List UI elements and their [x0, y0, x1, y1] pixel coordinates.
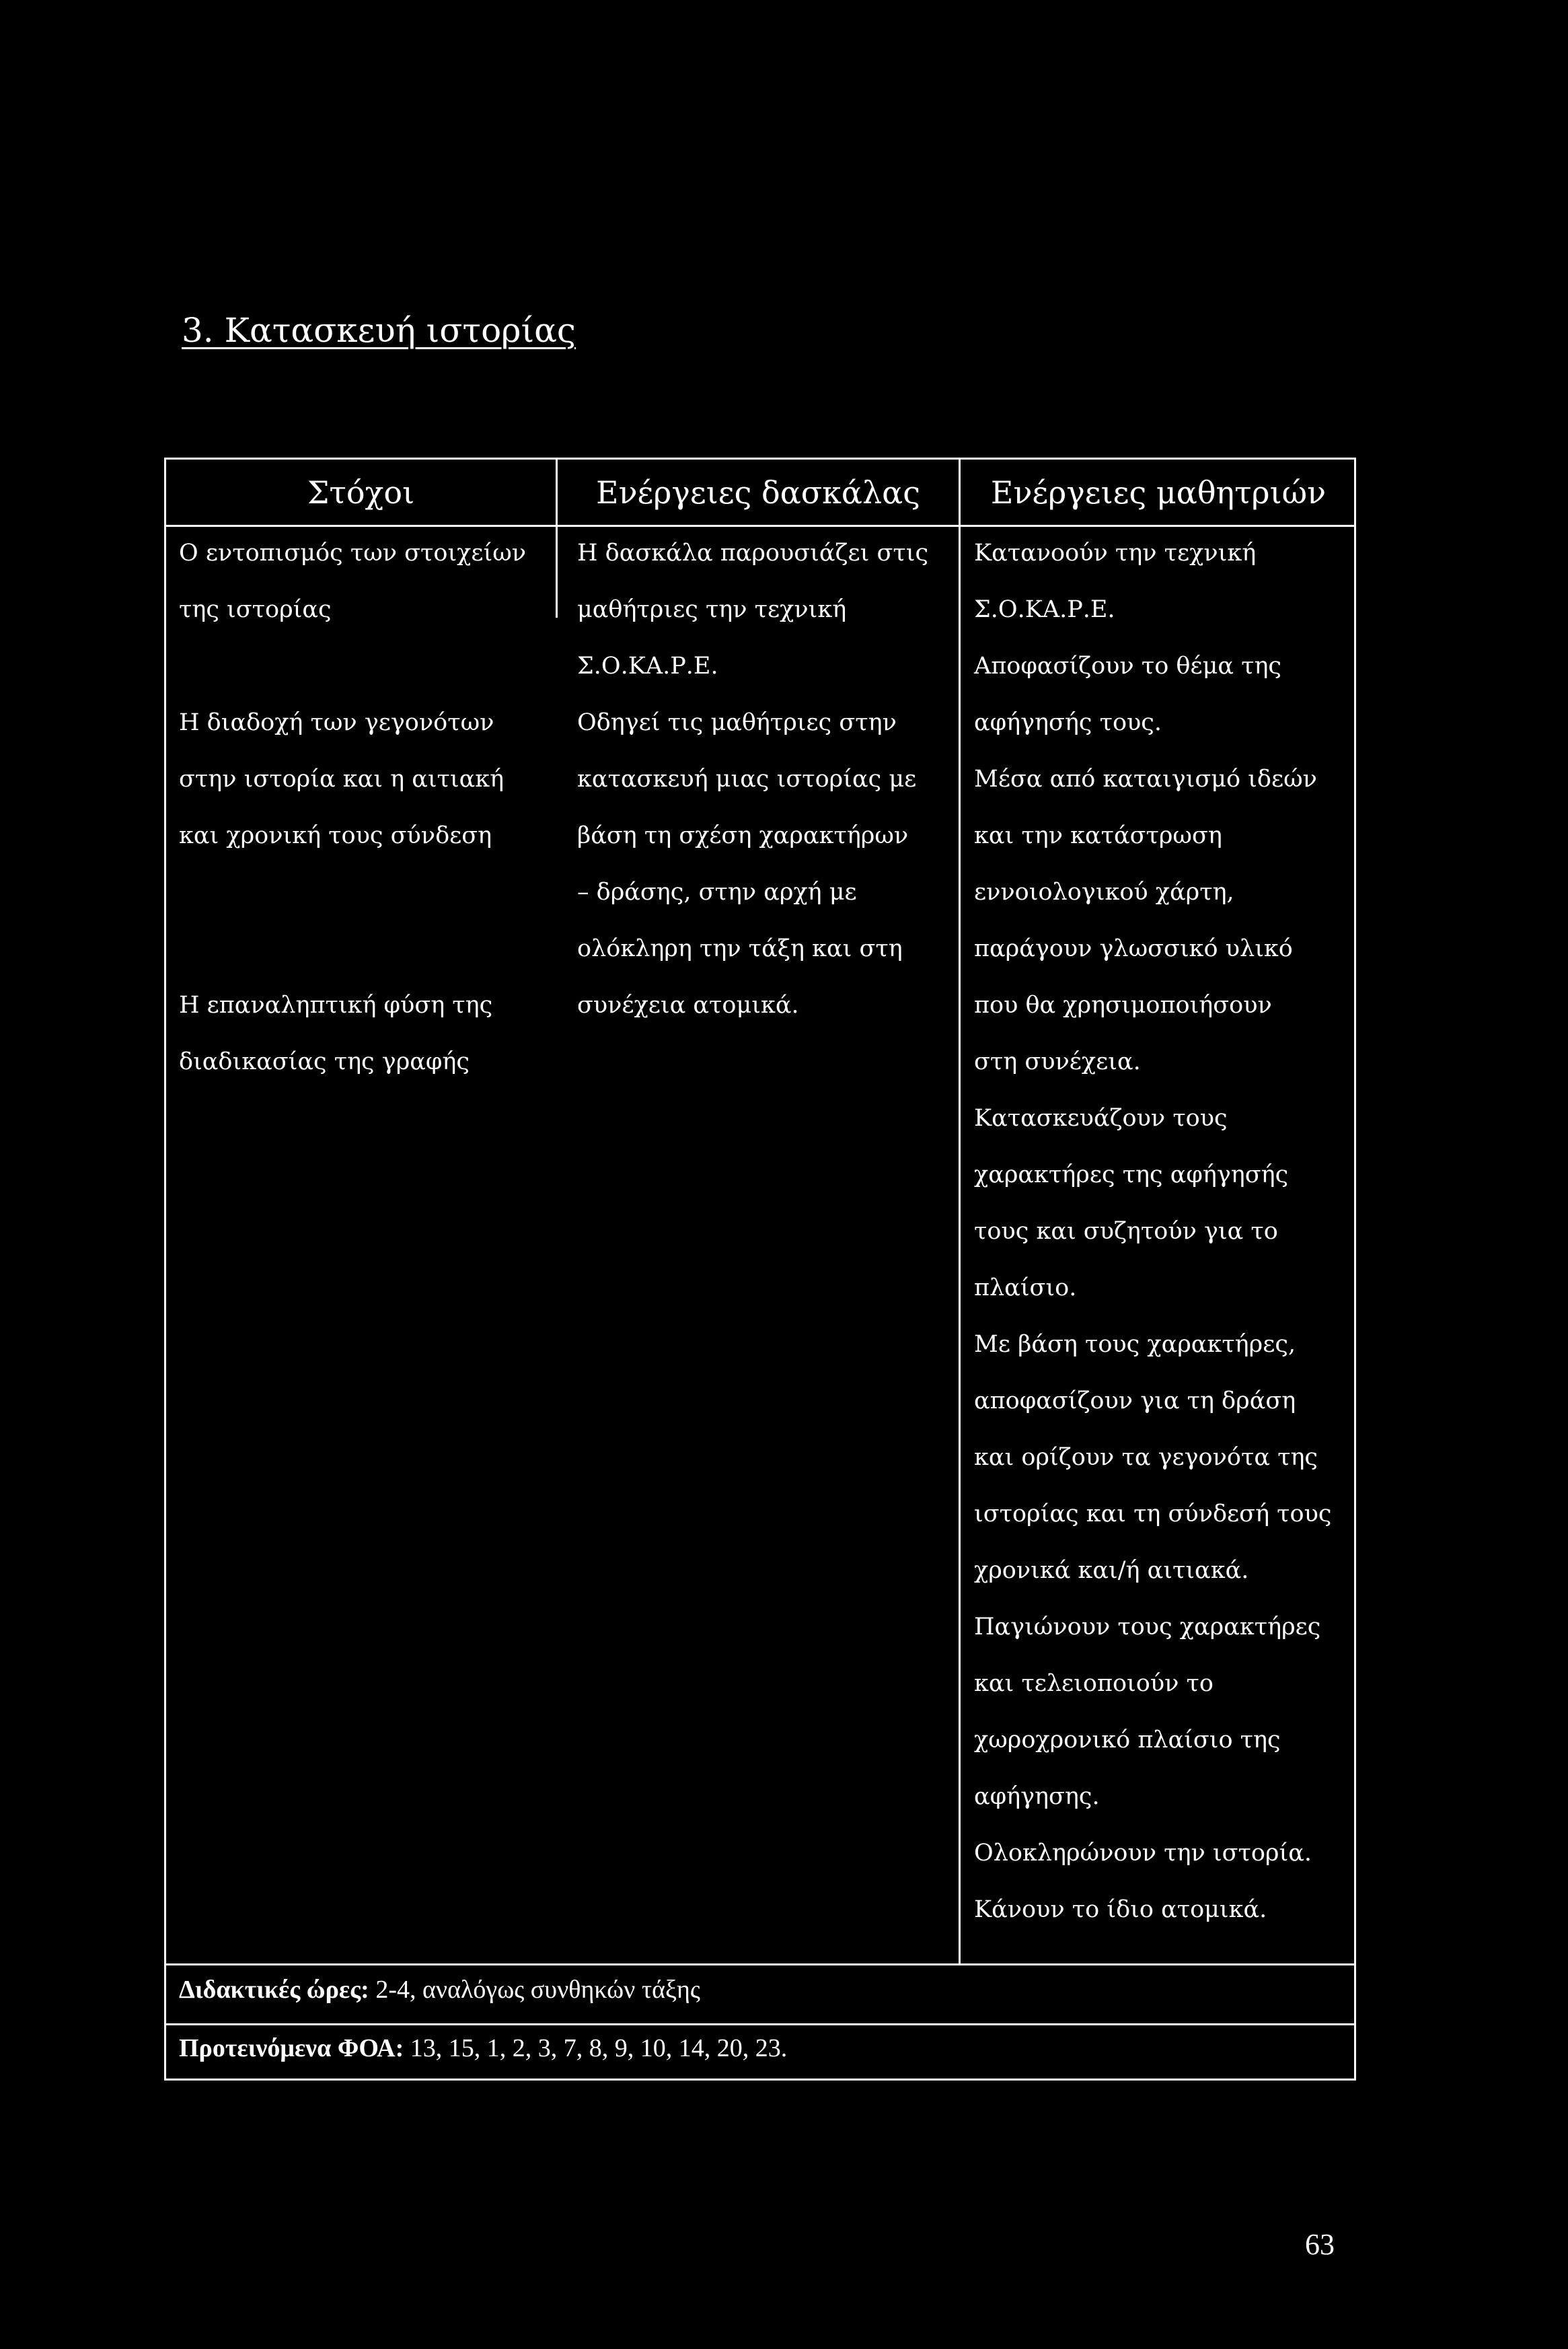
- student-action-line: Ολοκληρώνουν την ιστορία.: [974, 1840, 1312, 1867]
- teacher-action-line: – δράσης, στην αρχή με: [577, 879, 857, 906]
- teacher-action-line: Η δασκάλα παρουσιάζει στις: [577, 540, 929, 567]
- goals-line: Η επαναληπτική φύση της: [179, 992, 493, 1019]
- goals-line: στην ιστορία και η αιτιακή: [179, 766, 505, 793]
- suggested-foa-label: Προτεινόμενα ΦΟΑ:: [179, 2034, 404, 2062]
- student-action-line: Παγιώνουν τους χαρακτήρες: [974, 1614, 1321, 1640]
- student-actions-column: [974, 525, 1331, 1938]
- teacher-action-line: ολόκληρη την τάξη και στη: [577, 935, 903, 962]
- student-action-line: αφήγησής τους.: [974, 709, 1162, 736]
- footer-top-divider: [164, 1963, 1356, 1965]
- teacher-actions-column: [577, 525, 928, 1034]
- teacher-action-line: μαθήτριες την τεχνική: [577, 596, 847, 623]
- student-action-line: στη συνέχεια.: [974, 1048, 1141, 1075]
- student-action-line: Με βάση τους χαρακτήρες,: [974, 1331, 1296, 1358]
- goals-line: [179, 638, 526, 694]
- student-action-line: τους και συζητούν για το: [974, 1218, 1278, 1245]
- student-action-line: Σ.Ο.ΚΑ.Ρ.Ε.: [974, 596, 1115, 623]
- footer-middle-divider: [164, 2023, 1356, 2025]
- header-teacher-actions: Ενέργειες δασκάλας: [596, 474, 920, 511]
- student-action-line: αφήγησης.: [974, 1783, 1100, 1810]
- student-action-line: παράγουν γλωσσικό υλικό: [974, 935, 1293, 962]
- page-number: 63: [1305, 2228, 1335, 2261]
- suggested-foa-row: [179, 2033, 787, 2063]
- teacher-action-line: βάση τη σχέση χαρακτήρων: [577, 822, 909, 849]
- goals-column: [179, 525, 526, 1090]
- student-action-line: Αποφασίζουν το θέμα της: [974, 653, 1282, 680]
- suggested-foa-value: 13, 15, 1, 2, 3, 7, 8, 9, 10, 14, 20, 23.: [404, 2034, 788, 2062]
- student-action-line: που θα χρησιμοποιήσουν: [974, 992, 1272, 1019]
- student-action-line: Μέσα από καταιγισμό ιδεών: [974, 766, 1317, 793]
- header-student-actions: Ενέργειες μαθητριών: [990, 474, 1327, 511]
- student-action-line: πλαίσιο.: [974, 1274, 1077, 1301]
- goals-line: Ο εντοπισμός των στοιχείων: [179, 540, 527, 567]
- student-action-line: και ορίζουν τα γεγονότα της: [974, 1444, 1318, 1471]
- goals-line: [179, 920, 526, 977]
- goals-line: και χρονική τους σύνδεση: [179, 822, 492, 849]
- teaching-hours-label: Διδακτικές ώρες:: [179, 1976, 369, 2004]
- student-action-line: και την κατάστρωση: [974, 822, 1222, 849]
- goals-line: [179, 864, 526, 920]
- student-action-line: χαρακτήρες της αφήγησής: [974, 1161, 1289, 1188]
- teacher-action-line: Σ.Ο.ΚΑ.Ρ.Ε.: [577, 653, 718, 680]
- student-action-line: ιστορίας και τη σύνδεσή τους: [974, 1501, 1332, 1527]
- student-action-line: χωροχρονικό πλαίσιο της: [974, 1727, 1281, 1754]
- student-action-line: εννοιολογικού χάρτη,: [974, 879, 1234, 906]
- student-action-line: χρονικά και/ή αιτιακά.: [974, 1557, 1249, 1584]
- student-action-line: και τελειοποιούν το: [974, 1670, 1214, 1697]
- student-action-line: Κατανοούν την τεχνική: [974, 540, 1257, 567]
- goals-line: της ιστορίας: [179, 596, 332, 623]
- section-title: 3. Κατασκευή ιστορίας: [182, 311, 576, 350]
- teacher-action-line: κατασκευή μιας ιστορίας με: [577, 766, 917, 793]
- student-action-line: αποφασίζουν για τη δράση: [974, 1387, 1296, 1414]
- teaching-hours-row: [179, 1975, 700, 2004]
- goals-line: διαδικασίας της γραφής: [179, 1048, 470, 1075]
- teaching-hours-value: 2-4, αναλόγως συνθηκών τάξης: [369, 1976, 700, 2004]
- header-goals: Στόχοι: [307, 474, 415, 511]
- student-action-line: Κάνουν το ίδιο ατομικά.: [974, 1896, 1267, 1923]
- teacher-action-line: Οδηγεί τις μαθήτριες στην: [577, 709, 897, 736]
- goals-line: Η διαδοχή των γεγονότων: [179, 709, 494, 736]
- student-action-line: Κατασκευάζουν τους: [974, 1105, 1228, 1132]
- column-divider-2: [959, 458, 961, 1965]
- teacher-action-line: συνέχεια ατομικά.: [577, 992, 799, 1019]
